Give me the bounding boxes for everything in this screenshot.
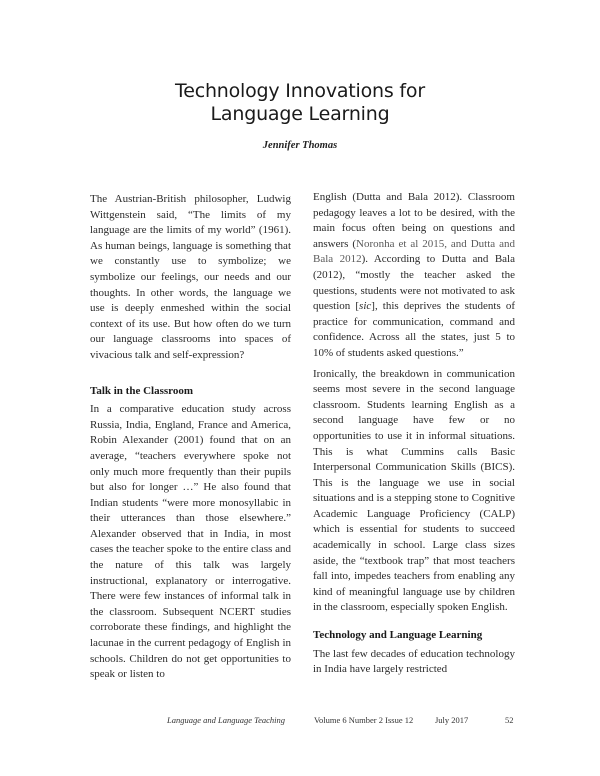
article-title <box>0 80 600 126</box>
footer-date: July 2017 <box>435 715 469 725</box>
continuation-text-2: ). According to Dutta and Bala (2012), “mostly the teacher asked the questions, students were not motivated to ask question [ <box>313 253 515 313</box>
article-title-line-1: Technology Innovations for <box>175 80 425 102</box>
talk-in-classroom-paragraph: In a comparative education study across Russia, India, England, France and America, Robin Alexander (2001) found that on an average, “teachers everywhere spoke not only much more frequently than their pupils but also for longer …” He also found that Indian students “were more monosyllabic in their utterances than those elsewhere.” Alexander observed that in India, in most cases the teacher spoke to the entire class and the nature of this talk was largely instructional, explanatory or interrogative. There were few instances of informal talk in the classroom. Subsequent NCERT studies corroborate these findings, and highlight the lacunae in the current pedagogy of English in schools. Children do not get opportunities to speak or listen to <box>90 403 291 681</box>
continuation-paragraph <box>313 190 515 362</box>
left-column <box>90 192 291 683</box>
page-footer <box>0 715 600 731</box>
citation-noronha-dutta: Noronha et al 2015, and Dutta and Bala 2012 <box>313 237 515 266</box>
article-title-line-2: Language Learning <box>210 103 390 125</box>
intro-paragraph: The Austrian-British philosopher, Ludwig Wittgenstein said, “The limits of my language are the limits of my world” (1961). As human beings, language is something that we constantly use to symbolize; we symbolize our feelings, our needs and our thoughts. In other words, the language we use is deeply enmeshed within the social context of its use. But how often do we turn our language classrooms into spaces of vivacious talk and self-expression? <box>90 193 291 361</box>
breakdown-paragraph: Ironically, the breakdown in communication seems most severe in the second language classroom. Students learning English as a second language have few or no opportunities to use it in informal situations. This is what Cummins calls Basic Interpersonal Communication Skills (BICS). This is the language we use in social situations and is a stepping stone to Cognitive Academic Language Proficiency (CALP) which is essential for students to succeed academically in school. Large class sizes aside, the “textbook trap” that most teachers fall into, impedes teachers from enabling any kind of meaningful language use by children in the classroom, especially spoken English. <box>313 367 515 614</box>
section-heading-talk-in-classroom: Talk in the Classroom <box>90 384 193 397</box>
footer-page-number: 52 <box>505 715 514 725</box>
sic-marker: sic <box>359 300 372 313</box>
footer-journal-name: Language and Language Teaching <box>167 715 285 725</box>
section-heading-technology: Technology and Language Learning <box>313 629 483 642</box>
right-column <box>313 190 515 678</box>
article-author: Jennifer Thomas <box>262 140 338 151</box>
footer-volume: Volume 6 Number 2 Issue 12 <box>314 715 414 725</box>
technology-paragraph: The last few decades of education technology in India have largely restricted <box>313 647 515 676</box>
continuation-text-3: ], this deprives the students of practice for communication, command and confidence. Across all the states, just 5 to 10% of students asked questions.” <box>313 300 515 359</box>
continuation-text-1: English (Dutta and Bala 2012). Classroom pedagogy leaves a lot to be desired, with the main focus often being on questions and answers ( <box>313 191 515 250</box>
